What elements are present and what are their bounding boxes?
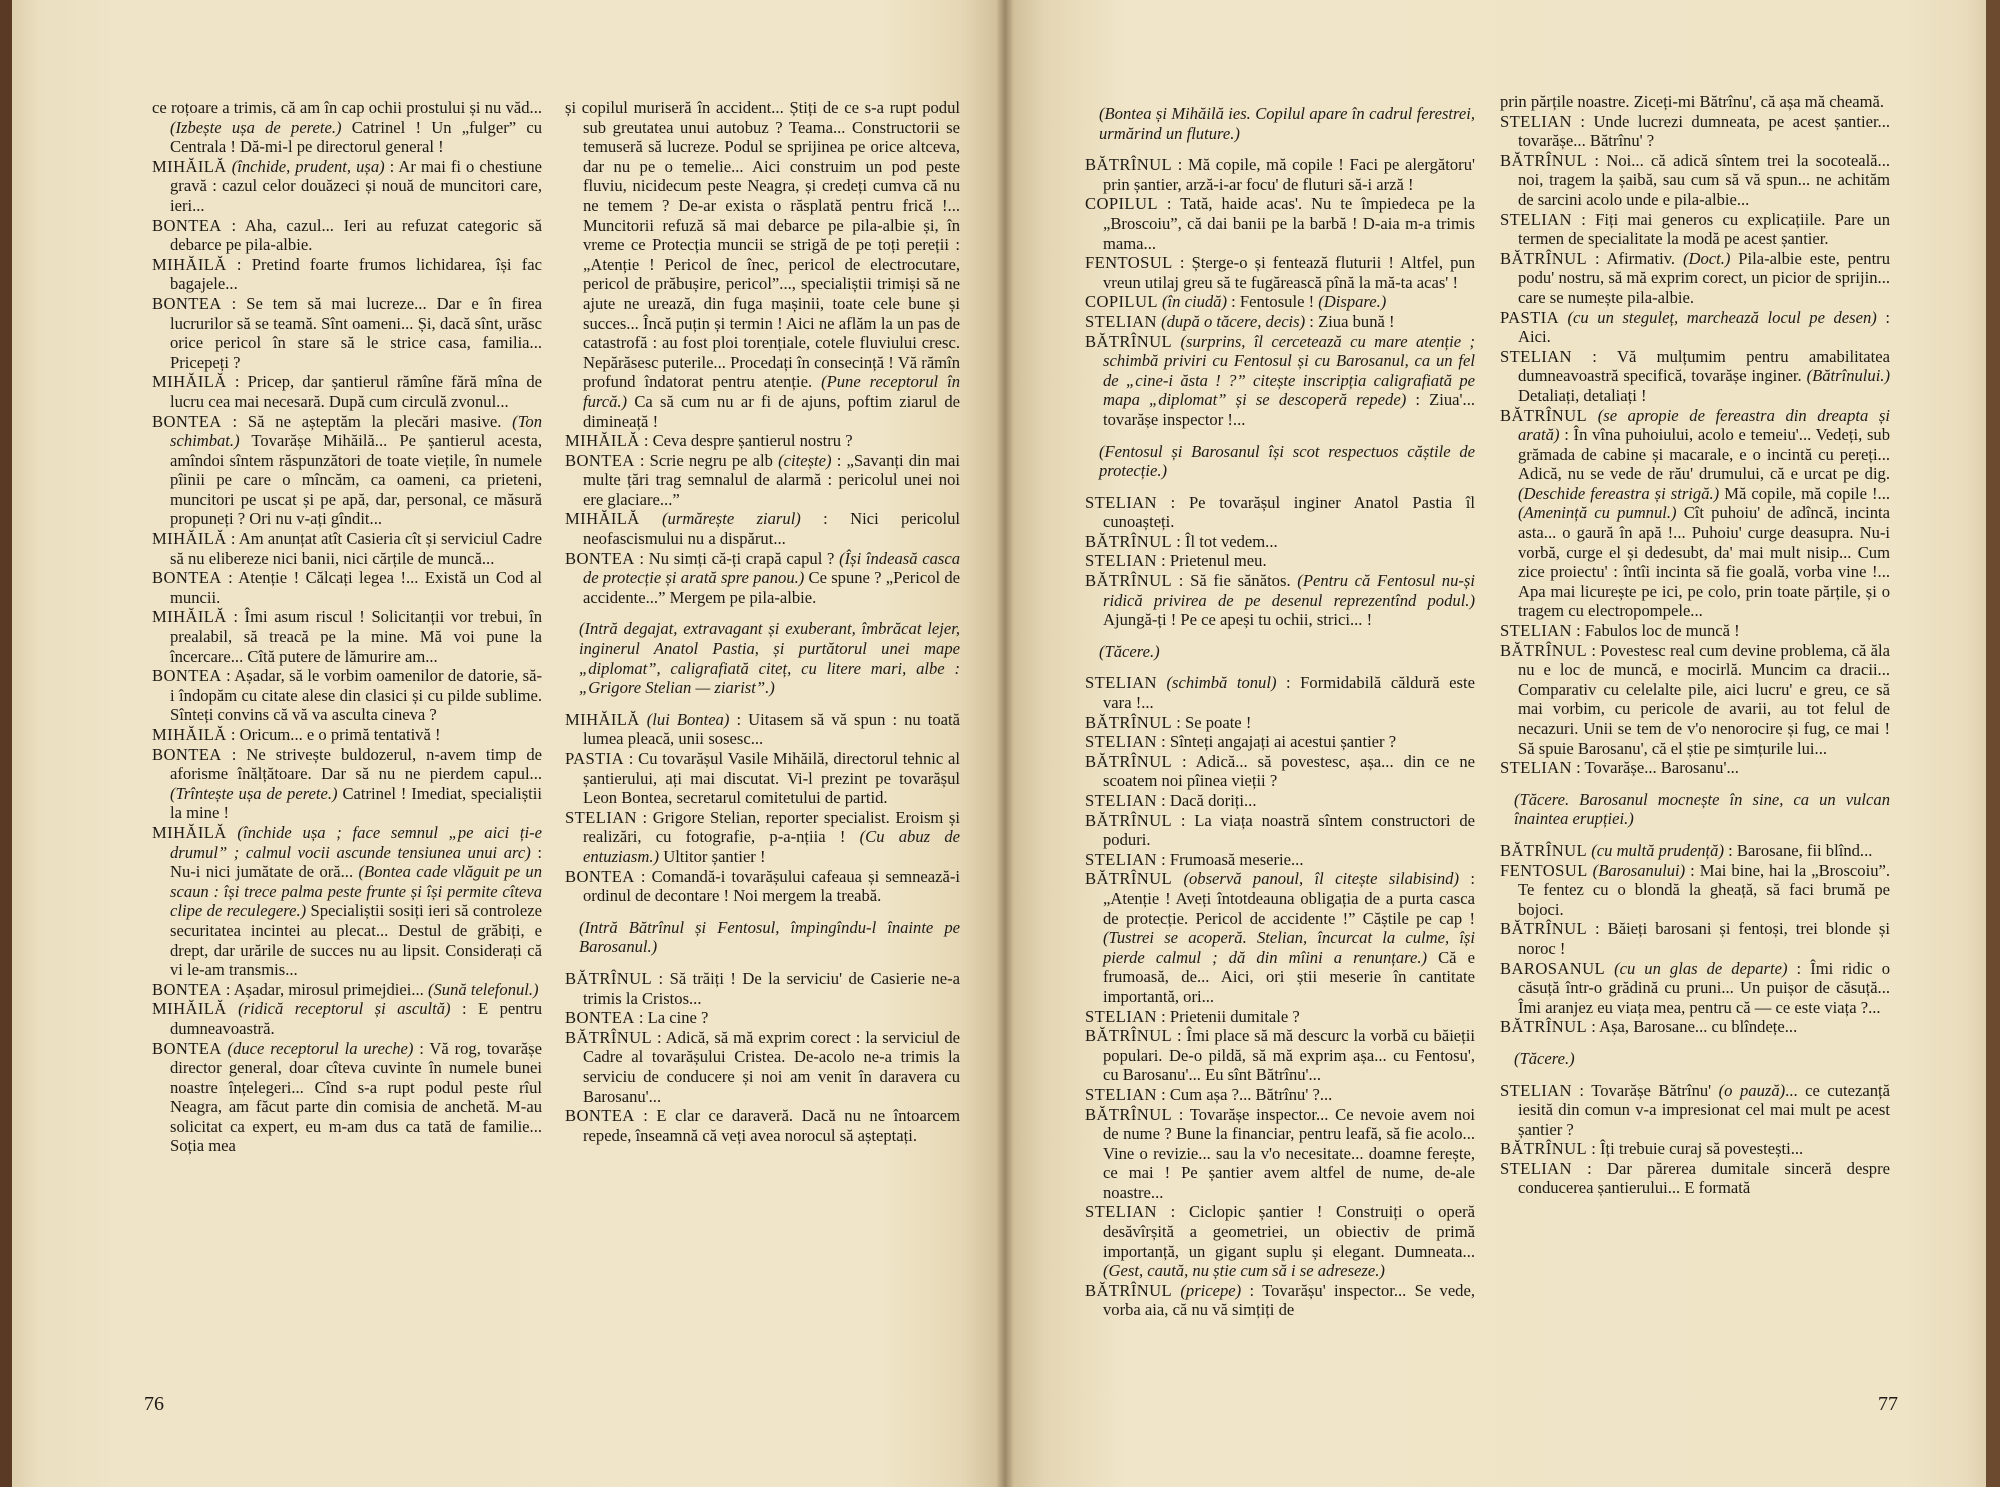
dialogue-text: : Aha, cazul... Ieri au refuzat categoric să debarce pe pila-albie. — [170, 215, 542, 255]
speaker-name: STELIAN — [1500, 758, 1572, 778]
speaker-name: MIHĂILĂ — [565, 509, 640, 529]
dialogue-text: : Pe tovarășul inginer Anatol Pastia îl cunoașteți. — [1103, 492, 1475, 532]
speaker-name: BĂTRÎNUL — [1500, 1139, 1588, 1159]
dialogue-text: : Am anunțat atît Casieria cît și serviciul Cadre să nu elibereze nici banii, nici cărțile de muncă... — [170, 529, 542, 568]
dialogue-text: : Ciclopic șantier ! Construiți o operă desăvîrșită a geometriei, un obiectiv de primă importanță, un gigant suplu și elegant. Dumneata... — [1103, 1202, 1475, 1261]
speaker-name: BONTEA — [152, 411, 222, 431]
dialogue-text: Catrinel ! Un „fulger” cu Centrala ! Dă-mi-l pe directorul general ! — [170, 117, 542, 157]
dialogue-text: : Dar părerea dumitale sinceră despre conducerea șantierului... E formată — [1518, 1158, 1890, 1198]
dialogue-line — [152, 823, 542, 980]
dialogue-text: : În vîna puhoiului, acolo e temeiu'... Vedeți, sub grămada de cabine și macarale, e o incintă cu pereți... Adică, nu se vede de rău' drumului, că e urcat pe dig. — [1518, 425, 1890, 484]
speaker-name: BONTEA — [152, 568, 222, 588]
dialogue-line — [1500, 112, 1890, 151]
dialogue-line — [1085, 1026, 1475, 1085]
dialogue-text: : Adică, să mă exprim corect : la serviciul de Cadre al tovarășului Cristea. De-acolo ne-a trimis la serviciu de conducere și noi am venit în daravera cu Barosanu'... — [583, 1027, 960, 1106]
dialogue-text: : Îl tot vedem... — [1172, 531, 1278, 551]
stage-direction-inline: (Bontea cade vlăguit pe un scaun : își trece palma peste frunte și își permite cîteva clipe de reculegere.) — [170, 862, 542, 921]
speaker-name: BĂTRÎNUL — [565, 968, 653, 988]
speaker-name: BĂTRÎNUL — [1085, 869, 1173, 889]
dialogue-line — [1500, 861, 1890, 920]
dialogue-line — [565, 1008, 960, 1028]
dialogue-text: ce roțoare a trimis, că am în cap ochii prostului și nu văd... — [152, 98, 542, 117]
speaker-name: MIHĂILĂ — [152, 529, 227, 549]
speaker-name: BĂTRÎNUL — [1500, 405, 1588, 425]
dialogue-text: : E clar ce daraveră. Dacă nu ne întoarcem repede, înseamnă că veți avea norocul să așteptați. — [583, 1106, 960, 1145]
dialogue-text: Ultitor șantier ! — [659, 846, 766, 866]
stage-direction-inline: (Barosanului) — [1587, 860, 1686, 880]
stage-direction-inline: (Pune receptorul în furcă.) — [583, 372, 960, 411]
speaker-name: STELIAN — [1085, 311, 1157, 331]
dialogue-line — [1085, 292, 1475, 312]
dialogue-line — [1085, 673, 1475, 712]
speaker-name: BĂTRÎNUL — [1085, 531, 1173, 551]
speaker-name: MIHĂILĂ — [152, 822, 227, 842]
dialogue-text: : Atenție ! Călcați legea !... Există un Cod al muncii. — [170, 568, 542, 607]
stage-direction-inline: (Doct.) — [1682, 248, 1731, 268]
dialogue-text: : Tată, haide acas'. Nu te împiedeca pe la „Broscoiu”, că dai banii pe la barbă ! D-aia m-a trimis mama... — [1103, 194, 1475, 253]
dialogue-text: : Ziua bună ! — [1305, 311, 1395, 331]
dialogue-text: : Nu-i nici jumătate de oră... — [170, 842, 542, 882]
stage-direction-inline: (Bătrînului.) — [1806, 366, 1890, 386]
dialogue-text: : Așa, Barosane... cu blîndețe... — [1587, 1017, 1798, 1037]
dialogue-line — [565, 98, 960, 431]
stage-direction-inline: (Izbește ușa de perete.) — [170, 117, 342, 137]
dialogue-text: : Să fie sănătos. — [1172, 571, 1298, 591]
stage-direction-inline: (Pentru că Fentosul nu-și ridică privirea de pe desenul reprezentînd podul.) — [1103, 571, 1475, 610]
dialogue-line — [152, 412, 542, 530]
speaker-name: BĂTRÎNUL — [1085, 1026, 1173, 1046]
speaker-name: BĂTRÎNUL — [1500, 248, 1588, 268]
dialogue-text: : Șterge-o și fentează fluturii ! Altfel, pun vreun utilaj greu să te fugărească pînă la mă-ta acas' ! — [1103, 253, 1475, 292]
speaker-name: PASTIA — [565, 749, 624, 768]
speaker-name: BĂTRÎNUL — [1500, 919, 1588, 939]
speaker-name: BĂTRÎNUL — [1085, 810, 1173, 830]
dialogue-line — [565, 808, 960, 867]
speaker-name: MIHĂILĂ — [565, 431, 640, 451]
stage-direction: (Intră Bătrînul și Fentosul, împingîndu-l înainte pe Barosanul.) — [579, 917, 960, 957]
dialogue-text: ... ce cutezanță iesită din comun v-a impresionat cel mai mult pe acest șantier ? — [1518, 1080, 1890, 1139]
dialogue-line — [152, 294, 542, 372]
dialogue-line — [1500, 621, 1890, 641]
dialogue-text: : Să ne așteptăm la plecări masive. — [221, 411, 513, 431]
speaker-name: BĂTRÎNUL — [1085, 1104, 1173, 1124]
speaker-name: STELIAN — [1500, 1080, 1572, 1100]
dialogue-text: : Tovarășe... Barosanu'... — [1571, 758, 1739, 778]
dialogue-line — [1085, 332, 1475, 430]
dialogue-text: Ca să cum nu ar fi de ajuns, poftim ziarul de dimineață ! — [583, 391, 960, 431]
dialogue-line — [565, 969, 960, 1008]
speaker-name: BĂTRÎNUL — [1500, 1017, 1588, 1037]
dialogue-line — [1085, 869, 1475, 1006]
speaker-name: FENTOSUL — [1085, 253, 1173, 273]
dialogue-line — [1085, 571, 1475, 630]
dialogue-text: : Se tem să mai lucreze... Dar e în firea lucrurilor să se teamă. Sînt oameni... Și, dacă sînt, urăsc orice pericol în stare să le strice casa, familia... Pricepeți ? — [170, 293, 542, 372]
dialogue-text: : „Savanți din mai multe țări trag semnalul de alarmă : pericolul unei noi ere glaciare...” — [583, 450, 961, 509]
dialogue-text: : Mă copile, mă copile ! Faci pe alergătoru' prin șantier, arză-i-ar focu' de fluturi să-i arză ! — [1103, 155, 1475, 194]
dialogue-text: : Pricep, dar șantierul rămîne fără mîna de lucru cea mai necesară. După cum circulă zvonul... — [170, 372, 542, 411]
dialogue-text: Cît puhoiu' de adîncă, incinta asta... o gaură în apă !... Puhoiu' curge deasupra. Nu-i vorbă, curge el și dedesubt, da' mai mult nisip... Cum zice proiectu' : întîi incinta să fie goală, vorba vine !... Apa mai licurește pe ici, pe colo, prin toate părțile, și o tragem cu electropompele... — [1518, 503, 1890, 621]
dialogue-line — [565, 710, 960, 749]
dialogue-line — [152, 98, 542, 157]
speaker-name: STELIAN — [1085, 673, 1157, 693]
dialogue-text: prin părțile noastre. Ziceți-mi Bătrînu', că așa mă cheamă. — [1500, 92, 1885, 111]
speaker-name: STELIAN — [1085, 492, 1157, 512]
speaker-name: MIHĂILĂ — [152, 607, 227, 627]
dialogue-text: : Tovarășe Bătrînu' — [1571, 1080, 1719, 1100]
stage-direction-inline: (o pauză) — [1718, 1080, 1786, 1100]
dialogue-line — [565, 1106, 960, 1145]
dialogue-text: Pila-albie este, pentru podu' nostru, să mă exprim corect, un picior de sprijin... care se numește pila-albie. — [1518, 248, 1890, 307]
dialogue-text: Ajungă-ți ! Pe ce apeși tu ochii, strici... ! — [1103, 610, 1373, 630]
stage-direction-inline: (observă panoul, îl citește silabisind) — [1172, 869, 1459, 889]
dialogue-text: : Povestesc real cum devine problema, că ăla nu e loc de muncă, e mocirlă. Muncim ca dracii... Comparativ cu celelalte pile, aici lucru' e greu, ce să mai vorbim, cu pericole de avarii, au tot felul de necazuri. Unii se tem de v'o nenorocire și fug, ce mai ! Să spuie Barosanu', că el știe pe simțurile lui... — [1518, 640, 1890, 758]
dialogue-line — [1085, 713, 1475, 733]
dialogue-text: : E pentru dumneavoastră. — [170, 999, 542, 1038]
speaker-name: BĂTRÎNUL — [565, 1027, 653, 1047]
page-number-left: 76 — [144, 1393, 164, 1415]
dialogue-line — [1500, 1139, 1890, 1159]
speaker-name: PASTIA — [1500, 307, 1559, 327]
speaker-name: BONTEA — [152, 744, 222, 764]
dialogue-line — [152, 255, 542, 294]
speaker-name: STELIAN — [1500, 621, 1572, 641]
speaker-name: BONTEA — [152, 1038, 222, 1058]
stage-direction-inline: (Tustrei se acoperă. Stelian, încurcat la culme, își pierde calmul ; dă din mîini a renunțare.) — [1103, 928, 1475, 967]
stage-direction-inline: (după o tăcere, decis) — [1156, 311, 1306, 331]
dialogue-line — [1085, 312, 1475, 332]
dialogue-line — [152, 725, 542, 745]
dialogue-text: : Îmi place să mă descurc la vorbă cu băieții populari. De-o pildă, să mă exprim așa... cu Fentosu', cu Barosanu'... Eu sînt Bătrînu'... — [1103, 1026, 1475, 1085]
speaker-name: STELIAN — [1500, 1158, 1572, 1178]
dialogue-text: : Uitasem să vă spun : nu toată lumea pleacă, unii sosesc... — [583, 709, 960, 749]
dialogue-text: : Unde lucrezi dumneata, pe acest șantier... tovarășe... Bătrînu' ? — [1518, 111, 1890, 151]
dialogue-line — [152, 216, 542, 255]
dialogue-text: : Barosane, fii blînd... — [1723, 840, 1873, 860]
dialogue-line — [1500, 210, 1890, 249]
book-cover-edge-right — [1986, 0, 2000, 1487]
dialogue-line — [152, 666, 542, 725]
speaker-name: MIHĂILĂ — [152, 254, 227, 274]
dialogue-text: : Afirmativ. — [1587, 248, 1683, 268]
dialogue-line — [565, 749, 960, 808]
dialogue-line — [1500, 308, 1890, 347]
stage-direction-inline: (lui Bontea) — [639, 709, 730, 729]
dialogue-line — [1085, 811, 1475, 850]
dialogue-text: : Se poate ! — [1172, 712, 1252, 732]
stage-direction: (Tăcere.) — [1514, 1048, 1575, 1068]
dialogue-text: Catrinel ! Imediat, specialiștii la mine ! — [170, 783, 542, 823]
dialogue-text: : Să trăiți ! De la serviciu' de Casierie ne-a trimis la Cristos... — [583, 968, 960, 1008]
dialogue-text: : Îmi ridic o căsuță într-o grădină cu pruni... Un puișor de căsuță... Îmi aranjez eu viața mea, pentru că — ce este viața ?... — [1518, 958, 1891, 1017]
dialogue-line — [565, 1028, 960, 1106]
dialogue-line — [152, 372, 542, 411]
speaker-name: COPILUL — [1085, 194, 1158, 214]
dialogue-text: : Oricum... e o primă tentativă ! — [226, 725, 441, 744]
speaker-name: BONTEA — [565, 866, 635, 886]
speaker-name: BONTEA — [565, 1106, 635, 1126]
dialogue-line — [1500, 92, 1890, 112]
stage-direction-inline: (Ton schimbat.) — [170, 411, 542, 451]
stage-direction-inline: (Își îndeasă casca de protecție și arată spre panou.) — [583, 548, 960, 588]
dialogue-line — [1085, 732, 1475, 752]
speaker-name: MIHĂILĂ — [152, 372, 227, 392]
dialogue-text: : Noi... că adică sîntem trei la socoteală... noi, tragem la șaibă, sau cum să vă spun... ne achităm de sarcini acolo unde e pila-albie... — [1518, 150, 1890, 209]
dialogue-line — [565, 431, 960, 451]
dialogue-text: : Așadar, să le vorbim oamenilor de datorie, să-i îndopăm cu citate alese din clasici și cu pilde sublime. Sînteți convins că vă va asculta cineva ? — [170, 666, 542, 725]
page-number-right: 77 — [1878, 1393, 1898, 1415]
dialogue-line — [1085, 850, 1475, 870]
stage-direction-inline: (pricepe) — [1172, 1280, 1242, 1300]
speaker-name: MIHĂILĂ — [152, 156, 227, 176]
speaker-name: MIHĂILĂ — [152, 725, 227, 744]
speaker-name: BĂTRÎNUL — [1085, 712, 1173, 732]
dialogue-line — [1085, 791, 1475, 811]
speaker-name: BONTEA — [565, 450, 635, 470]
speaker-name: BĂTRÎNUL — [1500, 640, 1588, 660]
speaker-name: BĂTRÎNUL — [1500, 150, 1588, 170]
dialogue-text: : Tovarășu' inspector... Se vede, vorba aia, că nu vă simțiți de — [1103, 1280, 1475, 1320]
dialogue-line — [1085, 551, 1475, 571]
dialogue-text: : Frumoasă meserie... — [1156, 849, 1304, 869]
stage-direction-inline: (închide ușa ; face semnul „pe aici ți-e drumul” ; calmul vocii ascunde tensiunea unui arc) — [170, 822, 542, 862]
stage-direction: (Fentosul și Barosanul își scot respectuos căștile de protecție.) — [1099, 441, 1475, 481]
dialogue-text: : Fentosule ! — [1227, 292, 1319, 312]
speaker-name: BĂTRÎNUL — [1085, 571, 1173, 591]
dialogue-line — [1500, 1081, 1890, 1140]
stage-direction-inline: (ridică receptorul și ascultă) — [226, 999, 451, 1019]
dialogue-text: : Îți trebuie curaj să povestești... — [1587, 1139, 1804, 1159]
dialogue-text: : Nici pericolul neofascismului nu a dispărut... — [583, 509, 960, 549]
stage-direction: (Tăcere.) — [1099, 641, 1160, 661]
dialogue-text: : Dacă doriți... — [1156, 791, 1257, 810]
dialogue-line — [565, 451, 960, 510]
dialogue-line — [1500, 919, 1890, 958]
stage-direction-inline: (Trîntește ușa de perete.) — [170, 783, 338, 803]
left-page-column-1 — [152, 98, 542, 1156]
dialogue-line — [1085, 1007, 1475, 1027]
speaker-name: STELIAN — [1085, 551, 1157, 571]
dialogue-line — [1085, 155, 1475, 194]
dialogue-line — [1500, 1159, 1890, 1198]
dialogue-text: : La viața noastră sîntem constructori de poduri. — [1103, 810, 1475, 850]
dialogue-line — [152, 607, 542, 666]
dialogue-text: : Fiți mai generos cu explicațiile. Pare un termen de specialitate la modă pe acest șantier. — [1518, 209, 1890, 249]
right-page-column-2 — [1500, 92, 1890, 1198]
dialogue-line — [565, 867, 960, 906]
dialogue-text: Detaliați, detaliați ! — [1518, 385, 1647, 405]
speaker-name: BONTEA — [565, 1008, 635, 1028]
dialogue-text: : Ar mai fi o chestiune gravă : cazul celor douăzeci și nouă de muncitori care, ieri... — [170, 156, 543, 215]
dialogue-text: și copilul muriseră în accident... Știți de ce s-a rupt podul sub greutatea unui autobuz ? Teama... Constructorii se temuseră să lucreze. Podul se sprijinea pe orice altceva, dar nu pe o temelie... Aici construim un pod peste fluviu, nicidecum peste Neagra, și credeți cumva că nu ne temem ? De-ar exista o răsplată pentru frică !... Muncitorii refuză să mai debarce pe pila-albie și, în vreme ce Protecția muncii se strigă de pe toți pereții : „Atenție ! Pericol de înec, pericol de electrocutare, pericol de prăbușire, pericol”..., specialiștii trimiși să ne ajute ne urează, din fuga mașinii, toate cele bune și succes... Încă puțin și termin ! Aici ne aflăm la un pas de catastrofă : au fost ploi torențiale, cotele fluviului cresc. Nepărăsesc puterile... Procedați în consecință ! Vă rămîn profund îndatorat pentru atenție. — [565, 98, 960, 392]
dialogue-line — [1500, 959, 1890, 1018]
dialogue-text: : „Atenție ! Aveți întotdeauna obligația de a purta casca de protecție. Pericol de accidente !” Căștile pe cap ! — [1103, 869, 1475, 928]
speaker-name: BĂTRÎNUL — [1085, 331, 1173, 351]
stage-direction-inline: (Cu abuz de entuziasm.) — [583, 827, 960, 866]
dialogue-text: : Scrie negru pe alb — [634, 450, 779, 470]
dialogue-text: : Nu simți că-ți crapă capul ? — [634, 548, 840, 568]
stage-direction-inline: (cu un steguleț, marchează locul pe desen) — [1558, 307, 1877, 327]
dialogue-text: : Pretind foarte frumos lichidarea, își fac bagajele... — [170, 254, 542, 294]
stage-direction-inline: (urmărește ziarul) — [639, 509, 801, 529]
dialogue-text: : Prietenii dumitale ? — [1156, 1006, 1300, 1026]
speaker-name: STELIAN — [1085, 1006, 1157, 1026]
dialogue-text: : Aici. — [1518, 307, 1890, 347]
dialogue-line — [1500, 406, 1890, 622]
stage-direction-inline: (se apropie de fereastra din dreapta și arată) — [1518, 405, 1890, 445]
speaker-name: FENTOSUL — [1500, 860, 1588, 880]
dialogue-line — [1500, 249, 1890, 308]
speaker-name: BONTEA — [565, 548, 635, 568]
speaker-name: BĂTRÎNUL — [1085, 1280, 1173, 1300]
book-cover-edge — [0, 0, 12, 1487]
dialogue-text: : Ne strivește buldozerul, n-avem timp de aforisme înălțătoare. Dar să nu ne pierdem capul... — [170, 744, 542, 784]
dialogue-line — [565, 549, 960, 608]
stage-direction-inline: (Amenință cu pumnul.) — [1518, 503, 1677, 523]
dialogue-line — [1085, 1085, 1475, 1105]
stage-direction-inline: (surprins, îl cercetează cu mare atenție ; schimbă priviri cu Fentosul și cu Barosanul, ca un fel de „cine-i ăsta ! ?” citește inscripția caligrafiată pe mapa „diplomat” și se descoperă repede) — [1103, 331, 1475, 410]
stage-direction-inline: (duce receptorul la ureche) — [221, 1038, 414, 1058]
dialogue-text: Specialiștii sosiți ieri să controleze securitatea incintei au plecat... Destul de grăbiți, e drept, dar urările de succes nu au lipsit. Considerați că vi le-am transmis... — [170, 901, 542, 980]
dialogue-line — [1500, 641, 1890, 759]
dialogue-line — [1500, 1017, 1890, 1037]
dialogue-text: : Prietenul meu. — [1156, 551, 1267, 571]
dialogue-text: : Adică... să povestesc, așa... din ce ne scoatem noi pîinea vieții ? — [1103, 751, 1475, 791]
speaker-name: COPILUL — [1085, 292, 1158, 312]
stage-direction-inline: (Dispare.) — [1318, 292, 1387, 312]
stage-direction-inline: (cu multă prudență) — [1587, 840, 1724, 860]
stage-direction-inline: (cu un glas de departe) — [1605, 958, 1788, 978]
dialogue-text: : Mai bine, hai la „Broscoiu”. Te fentez cu o blondă la gheață, să faci brumă pe bojoci. — [1518, 860, 1890, 919]
right-page — [1005, 0, 2000, 1487]
dialogue-text: : Băieți barosani și fentoși, trei blonde și noroc ! — [1518, 919, 1890, 958]
speaker-name: MIHĂILĂ — [152, 999, 227, 1019]
speaker-name: STELIAN — [1085, 1084, 1157, 1104]
dialogue-text: : Ceva despre șantierul nostru ? — [639, 431, 853, 451]
speaker-name: STELIAN — [1085, 732, 1157, 752]
dialogue-text: : Cum așa ?... Bătrînu' ?... — [1156, 1084, 1333, 1104]
dialogue-text: : Îmi asum riscul ! Solicitanții vor trebui, în prealabil, să treacă pe la mine. Mă voi pune la încercare... Cîtă putere de lămurire am... — [170, 607, 542, 666]
dialogue-text: Că e frumoasă, de... Aici, ori știi meserie în cantitate importantă, ori... — [1103, 947, 1475, 1006]
book-gutter — [996, 0, 1014, 1487]
dialogue-line — [1085, 752, 1475, 791]
speaker-name: BĂTRÎNUL — [1085, 155, 1173, 175]
stage-direction: (Bontea și Mihăilă ies. Copilul apare în cadrul ferestrei, urmărind un fluture.) — [1099, 104, 1475, 143]
speaker-name: STELIAN — [565, 807, 637, 827]
speaker-name: STELIAN — [1085, 791, 1157, 810]
stage-direction-inline: (Deschide fereastra și strigă.) — [1518, 483, 1720, 503]
dialogue-text: : Formidabilă căldură este vara !... — [1103, 673, 1475, 713]
dialogue-text: : Vă mulțumim pentru amabilitatea dumneavoastră specifică, tovarășe inginer. — [1518, 346, 1890, 386]
dialogue-line — [1085, 253, 1475, 292]
dialogue-line — [1085, 532, 1475, 552]
speaker-name: STELIAN — [1085, 1202, 1157, 1222]
speaker-name: BĂTRÎNUL — [1500, 840, 1588, 860]
speaker-name: BONTEA — [152, 215, 222, 235]
stage-direction-inline: (Sună telefonul.) — [427, 979, 539, 999]
dialogue-line — [152, 999, 542, 1038]
speaker-name: STELIAN — [1085, 849, 1157, 869]
speaker-name: STELIAN — [1500, 111, 1572, 131]
stage-direction: (Tăcere. Barosanul mocnește în sine, ca un vulcan înaintea erupției.) — [1514, 789, 1890, 829]
dialogue-line — [152, 1039, 542, 1157]
dialogue-text: : Sînteți angajați ai acestui șantier ? — [1156, 732, 1397, 752]
stage-direction-inline: (închide, prudent, ușa) — [226, 156, 385, 176]
dialogue-line — [152, 529, 542, 568]
dialogue-text: : Fabulos loc de muncă ! — [1571, 621, 1740, 641]
dialogue-line — [1500, 841, 1890, 861]
speaker-name: BONTEA — [152, 293, 222, 313]
dialogue-text: : Cu tovarășul Vasile Mihăilă, directorul tehnic al șantierului, ați mai discutat. Vi-l prezint pe tovarășul Leon Bontea, secretarul comitetului de partid. — [583, 749, 960, 808]
dialogue-line — [1500, 758, 1890, 778]
dialogue-text: : Grigore Stelian, reporter specialist. Eroism și realizări, cu fotografie, p-a-nțiia ! — [583, 807, 960, 847]
dialogue-line — [1085, 1105, 1475, 1203]
speaker-name: MIHĂILĂ — [565, 709, 640, 729]
dialogue-line — [1500, 151, 1890, 210]
stage-direction-inline: (schimbă tonul) — [1156, 673, 1277, 693]
stage-direction-inline: (Gest, caută, nu știe cum să i se adreseze.) — [1103, 1261, 1385, 1281]
speaker-name: BAROSANUL — [1500, 958, 1606, 978]
stage-direction: (Intră degajat, extravagant și exuberant, îmbrăcat lejer, inginerul Anatol Pastia, și purtătorul unei mape „diplomat”, caligrafiată citeț, cu litere mari, albe : „Grigore Stelian — ziarist”.) — [579, 619, 960, 698]
dialogue-line — [152, 568, 542, 607]
dialogue-line — [1085, 493, 1475, 532]
speaker-name: STELIAN — [1500, 209, 1572, 229]
speaker-name: BONTEA — [152, 979, 222, 999]
dialogue-text: Ce spune ? „Pericol de accidente...” Mergem pe pila-albie. — [583, 568, 960, 607]
dialogue-line — [1085, 1202, 1475, 1280]
dialogue-text: : Tovarășe inspector... Ce nevoie avem noi de nume ? Bune la financiar, pentru leafă, să fie acolo... Vine o revizie... sau la v'o necesitate... doamne ferește, ce mai ! Pe șantier avem altfel de nume, de-ale noastre... — [1103, 1104, 1475, 1202]
dialogue-line — [152, 980, 542, 1000]
dialogue-text: Mă copile, mă copile !... — [1719, 483, 1890, 503]
dialogue-text: Tovarășe Mihăilă... Pe șantierul acesta, amîndoi sîntem răspunzători de toate viețile, în numele pîinii pe care o mîncăm, ca oameni, ca prieteni, muncitori pe uscat și pe apă, dar, personal, ce măsură propuneți ? Ori nu v-ați gîndit... — [170, 431, 542, 529]
left-page-column-2 — [565, 98, 960, 1145]
dialogue-line — [1085, 1281, 1475, 1320]
dialogue-line — [565, 509, 960, 548]
stage-direction-inline: (în ciudă) — [1157, 292, 1227, 312]
dialogue-text: : Ziua'... tovarășe inspector !... — [1103, 390, 1475, 429]
dialogue-text: : Vă rog, tovarășe director general, doar cîteva cuvinte în numele bunei noastre înțelegeri... Cînd s-a rupt podul peste rîul Neagra, am făcut parte din comisia de anchetă. M-au solicitat ca expert, eu m-am dus ca tată de familie... Soția mea — [170, 1038, 542, 1156]
dialogue-line — [152, 745, 542, 823]
dialogue-text: : La cine ? — [634, 1008, 709, 1028]
dialogue-line — [1085, 194, 1475, 253]
right-page-column-1 — [1085, 92, 1475, 1320]
speaker-name: BĂTRÎNUL — [1085, 751, 1173, 771]
dialogue-line — [152, 157, 542, 216]
dialogue-line — [1500, 347, 1890, 406]
dialogue-text: : Comandă-i tovarășului cafeaua și semnează-i ordinul de decontare ! Noi mergem la treabă. — [583, 866, 960, 906]
speaker-name: BONTEA — [152, 666, 222, 686]
stage-direction-inline: (citește) — [778, 450, 832, 470]
speaker-name: STELIAN — [1500, 346, 1572, 366]
dialogue-text: : Așadar, mirosul primejdiei... — [221, 979, 428, 999]
